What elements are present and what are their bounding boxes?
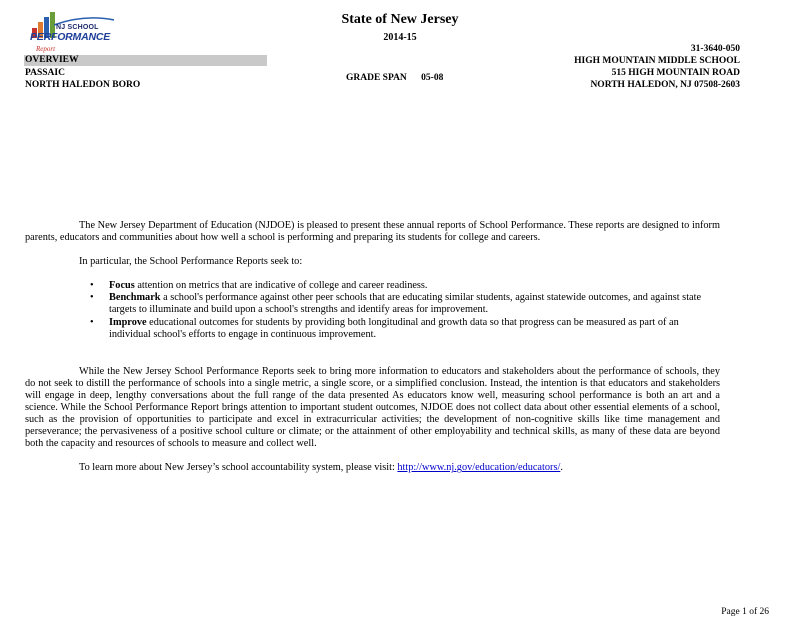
bullet-text: attention on metrics that are indicative of college and career readiness. xyxy=(134,280,428,292)
learn-more-text: To learn more about New Jersey’s school accountability system, please visit: xyxy=(79,462,398,474)
page-title: State of New Jersey xyxy=(341,12,459,27)
intro-paragraph: The New Jersey Department of Education (NJDOE) is pleased to present these annual reports of School Performance. These reports are designed to inform parents, educators and communities about how well a school is performing and preparing its students for college and careers. xyxy=(25,220,720,244)
school-name: HIGH MOUNTAIN MIDDLE SCHOOL xyxy=(574,56,740,66)
list-item xyxy=(90,280,720,292)
bullet-keyword: Improve xyxy=(109,316,147,328)
school-year: 2014-15 xyxy=(383,32,417,43)
limitations-paragraph: While the New Jersey School Performance Reports seek to bring more information to educators and stakeholders about the performance of schools, they do not seek to distill the performance of schools into a single metric, a single score, or a simplified conclusion. Instead, the intention is that educators and stakeholders will engage in deep, lengthy conversations about the full range of the data presented As educators know well, measuring school performance is both an art and a science. While the School Performance Report brings attention to important student outcomes, NJDOE does not collect data about other essential elements of a school, such as the provision of opportunities to participate and excel in extracurricular activities; the development of non-cognitive skills like time management and perseverance; the pervasiveness of a positive school culture or climate; or the attainment of other employability and technical skills, as many of these data are beyond both the capacity and resources of schools to measure and collect well. xyxy=(25,365,720,450)
goals-list xyxy=(25,280,720,340)
bullet-icon: • xyxy=(90,292,94,304)
school-address-line2: NORTH HALEDON, NJ 07508-2603 xyxy=(590,80,740,90)
list-item xyxy=(90,316,720,341)
school-code: 31-3640-050 xyxy=(690,44,740,54)
particular-paragraph: In particular, the School Performance Reports seek to: xyxy=(79,256,303,268)
learn-more-suffix: . xyxy=(560,462,563,474)
overview-content xyxy=(25,220,720,475)
bullet-text: educational outcomes for students by providing both longitudinal and growth data so that progress can be measured as part of an individual school's efforts to engage in continuous improvement. xyxy=(109,316,679,340)
bullet-text: a school's performance against other peer schools that are educating similar students, against statewide outcomes, and against state targets to illuminate and build upon a school's strengths and identify areas for improvement. xyxy=(109,292,702,316)
bullet-icon: • xyxy=(90,280,94,292)
grade-span-label: GRADE SPAN xyxy=(346,73,407,83)
page-number: Page 1 of 26 xyxy=(721,607,769,617)
grade-span xyxy=(346,73,443,83)
school-address-line1: 515 HIGH MOUNTAIN ROAD xyxy=(611,68,740,78)
educators-link[interactable]: http://www.nj.gov/education/educators/ xyxy=(397,462,561,474)
bullet-icon: • xyxy=(90,316,94,328)
learn-more-paragraph xyxy=(25,462,720,474)
logo-line2: PERFORMANCE xyxy=(30,31,111,43)
logo-line3: Report xyxy=(36,45,56,53)
grade-span-value: 05-08 xyxy=(421,73,444,83)
county-name: PASSAIC xyxy=(25,68,65,78)
list-item xyxy=(90,292,720,316)
section-label: OVERVIEW xyxy=(25,55,79,65)
bullet-keyword: Benchmark xyxy=(109,292,161,304)
district-name: NORTH HALEDON BORO xyxy=(25,80,141,90)
bullet-keyword: Focus xyxy=(109,280,135,292)
logo-line1: NJ SCHOOL xyxy=(56,24,99,31)
